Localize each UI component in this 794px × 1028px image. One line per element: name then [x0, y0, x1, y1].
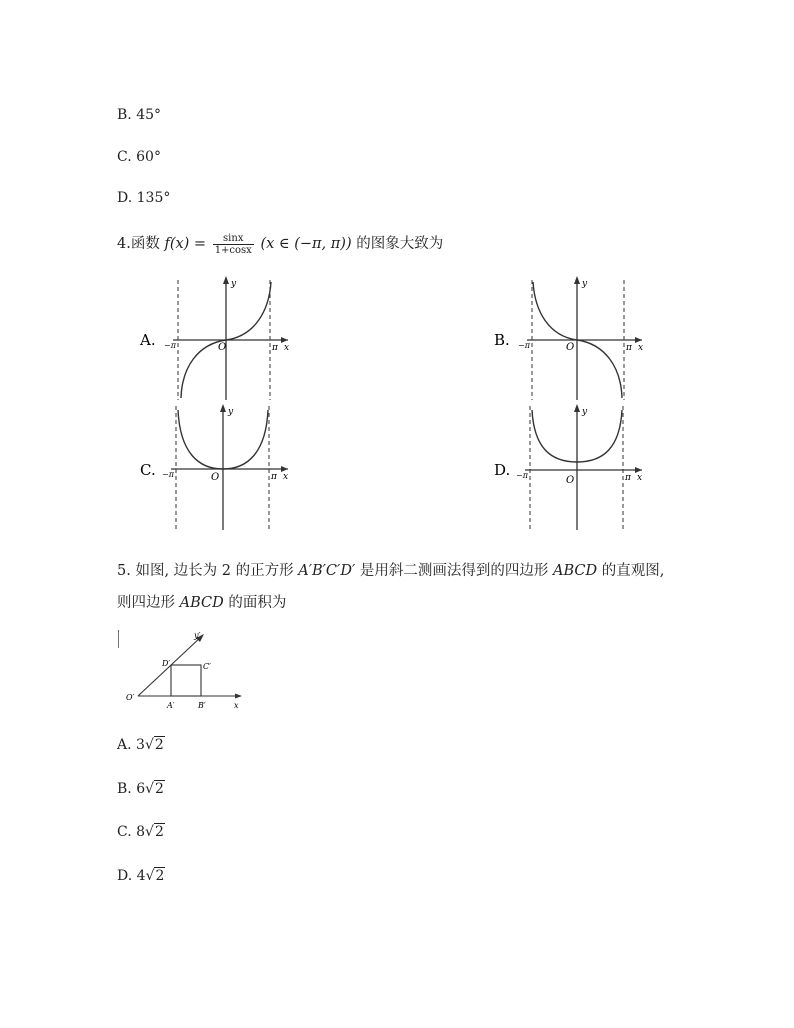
option-a — [117, 736, 165, 754]
y-arrow-icon — [220, 404, 226, 412]
option-label: B. — [117, 781, 132, 797]
fraction-numerator: sinx — [213, 233, 254, 245]
option-label: D. — [117, 868, 133, 884]
origin-label: O′ — [126, 693, 135, 702]
y-label: y — [582, 279, 588, 289]
option-label: C. — [117, 824, 132, 840]
x-label: x — [283, 472, 289, 482]
graph-a — [138, 272, 298, 402]
option-coef: 4 — [136, 868, 146, 884]
question-text: 的图象大致为 — [356, 236, 444, 252]
pi-label: π — [272, 343, 278, 353]
fraction-denominator: 1+cosx — [214, 244, 252, 256]
option-b — [117, 780, 165, 798]
origin-label: O — [566, 475, 575, 486]
x-label: x — [284, 343, 290, 353]
question-number: 4. — [117, 236, 131, 252]
option-coef: 3 — [136, 737, 145, 753]
x-label: x — [638, 343, 644, 353]
option-label: B. — [117, 107, 132, 123]
origin-label: O — [211, 472, 220, 483]
option-label: D. — [117, 190, 133, 206]
option-d-prev — [117, 189, 170, 207]
oblique-figure — [118, 626, 248, 716]
square-name: A′B′C′D′ — [298, 563, 356, 579]
neg-pi-label: −π — [518, 341, 530, 350]
origin-label: O — [218, 342, 227, 353]
y-label: y — [228, 407, 234, 417]
x-label: x — [234, 701, 239, 710]
radicand: 2 — [155, 868, 165, 884]
x-label: x — [637, 473, 643, 483]
option-d — [117, 867, 165, 885]
point-c-label: C′ — [203, 662, 211, 671]
question-text: 5. 如图, 边长为 2 的正方形 — [117, 563, 294, 579]
question-text: 的面积为 — [228, 595, 287, 611]
neg-pi-label: −π — [162, 470, 174, 479]
function-name: f(x) = — [164, 236, 207, 252]
graph-b — [492, 272, 652, 402]
pi-label: π — [625, 473, 631, 483]
x-arrow-icon — [235, 694, 242, 699]
y-arrow-icon — [574, 276, 580, 284]
radicand: 2 — [155, 781, 164, 797]
y-label: y — [231, 279, 237, 289]
question-text: 的直观图, — [601, 563, 665, 579]
option-coef: 8 — [136, 824, 146, 840]
question-5-line-1 — [117, 562, 664, 580]
y-label: y′ — [194, 631, 201, 640]
option-text: 60° — [136, 149, 161, 165]
radicand: 2 — [154, 737, 164, 753]
point-a-label: A′ — [167, 701, 175, 710]
pi-label: π — [626, 343, 632, 353]
point-d-label: D′ — [162, 659, 171, 668]
point-b-label: B′ — [198, 701, 206, 710]
graph-label: A. — [140, 331, 156, 349]
graph-label: B. — [494, 331, 510, 349]
graph-c — [138, 402, 298, 532]
radicand: 2 — [154, 824, 164, 840]
y-label: y — [582, 407, 588, 417]
neg-pi-label: −π — [164, 341, 176, 350]
option-c-prev — [117, 148, 161, 166]
square — [171, 665, 201, 696]
question-4-stem — [117, 232, 443, 256]
question-text: 函数 — [130, 236, 160, 252]
y-arrow-icon — [574, 404, 580, 412]
neg-pi-label: −π — [516, 471, 528, 480]
sqrt: √2 — [145, 824, 164, 840]
option-label: C. — [117, 149, 132, 165]
fraction — [213, 233, 254, 256]
option-b-prev — [117, 106, 161, 124]
origin-label: O — [566, 342, 575, 353]
sqrt: √2 — [145, 781, 164, 797]
sqrt: √2 — [145, 868, 165, 884]
option-text: 135° — [136, 190, 171, 206]
option-c — [117, 823, 165, 841]
quad-name: ABCD — [552, 563, 598, 579]
question-text: 则四边形 — [117, 595, 175, 611]
quad-name: ABCD — [179, 595, 224, 611]
graph-label: C. — [140, 461, 156, 479]
option-coef: 6 — [136, 781, 146, 797]
y-arrow-icon — [223, 276, 229, 284]
pi-label: π — [271, 472, 277, 482]
option-text: 45° — [136, 107, 162, 123]
domain-text: (x ∈ (−π, π)) — [260, 236, 352, 252]
graph-label: D. — [494, 461, 511, 479]
question-5-line-2 — [117, 594, 286, 612]
graph-d — [492, 402, 652, 532]
sqrt: √2 — [144, 737, 164, 753]
question-text: 是用斜二测画法得到的四边形 — [359, 563, 549, 579]
option-label: A. — [117, 737, 132, 753]
